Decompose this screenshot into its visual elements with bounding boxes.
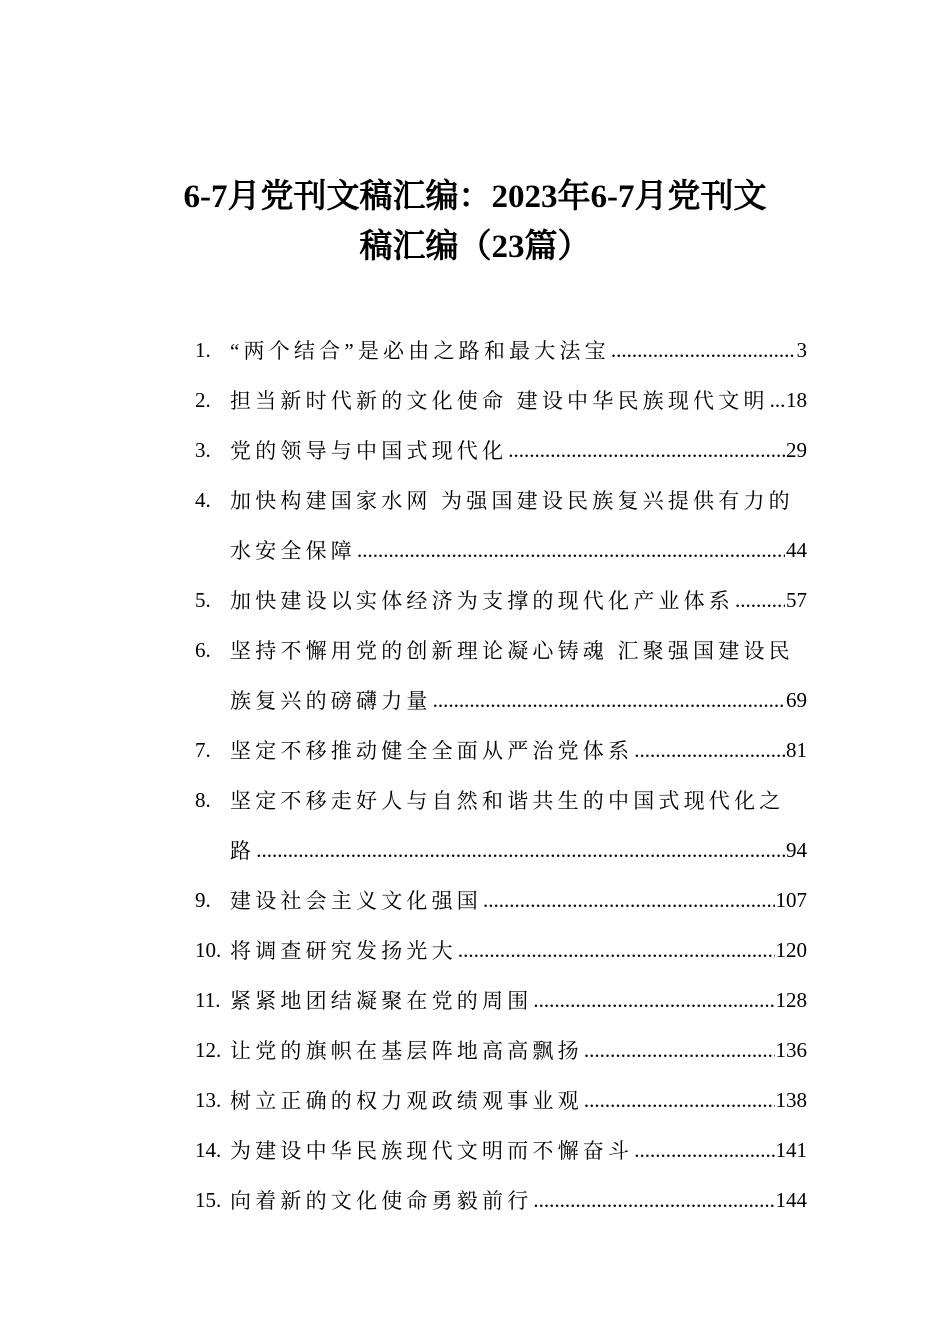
toc-entry[interactable] xyxy=(195,625,807,675)
toc-entry-title: 坚定不移走好人与自然和谐共生的中国式现代化之 xyxy=(230,789,785,813)
toc-entry-number: 3. xyxy=(195,437,211,462)
toc-entry[interactable] xyxy=(195,775,807,825)
toc-dot-leader xyxy=(458,938,775,963)
toc-entry-title: 为建设中华民族现代文明而不懈奋斗 xyxy=(230,1139,634,1163)
toc-entry-title: 坚定不移推动健全全面从严治党体系 xyxy=(230,739,634,763)
toc-entry-page: 18 xyxy=(786,387,807,412)
toc-entry[interactable] xyxy=(195,725,807,775)
toc-entry-page: 3 xyxy=(796,337,807,362)
toc-entry[interactable] xyxy=(195,1175,807,1225)
toc-entry-number: 5. xyxy=(195,587,211,612)
toc-entry-title: 担当新时代新的文化使命 建设中华民族现代文明 xyxy=(230,389,769,413)
toc-entry-number: 15. xyxy=(195,1187,222,1212)
toc-entry-page: 81 xyxy=(786,737,807,762)
toc-entry-page: 57 xyxy=(786,587,807,612)
toc-dot-leader xyxy=(357,538,785,563)
title-line-1: 6-7月党刊文稿汇编：2023年6-7月党刊文 xyxy=(183,179,767,215)
toc-entry-number: 8. xyxy=(195,787,211,812)
toc-dot-leader xyxy=(433,688,785,713)
toc-dot-leader xyxy=(584,1088,775,1113)
toc-entry-title: 树立正确的权力观政绩观事业观 xyxy=(230,1089,583,1113)
toc-entry-page: 128 xyxy=(775,987,807,1012)
toc-entry[interactable] xyxy=(195,325,807,375)
toc-entry[interactable] xyxy=(195,825,807,875)
toc-entry-page: 69 xyxy=(786,687,807,712)
toc-entry-title: 路 xyxy=(230,839,256,863)
toc-entry[interactable] xyxy=(195,1075,807,1125)
document-title xyxy=(100,172,850,272)
toc-entry-number: 4. xyxy=(195,487,211,512)
toc-entry-number: 7. xyxy=(195,737,211,762)
toc-entry[interactable] xyxy=(195,475,807,525)
toc-dot-leader xyxy=(634,738,785,763)
toc-entry-page: 44 xyxy=(786,537,807,562)
toc-entry-number: 1. xyxy=(195,337,211,362)
toc-dot-leader xyxy=(533,1188,774,1213)
toc-dot-leader xyxy=(483,888,775,913)
toc-entry-page: 144 xyxy=(775,1187,807,1212)
toc-entry-page: 107 xyxy=(775,887,807,912)
toc-entry[interactable] xyxy=(195,675,807,725)
toc-entry[interactable] xyxy=(195,875,807,925)
toc-dot-leader xyxy=(533,988,774,1013)
toc-entry[interactable] xyxy=(195,975,807,1025)
toc-dot-leader xyxy=(634,1138,774,1163)
toc-dot-leader xyxy=(584,1038,775,1063)
toc-entry[interactable] xyxy=(195,575,807,625)
toc-entry-page: 141 xyxy=(775,1137,807,1162)
toc-entry-title: 建设社会主义文化强国 xyxy=(230,889,482,913)
toc-entry[interactable] xyxy=(195,375,807,425)
toc-dot-leader xyxy=(256,838,785,863)
toc-dot-leader xyxy=(770,388,785,413)
toc-entry-number: 14. xyxy=(195,1137,222,1162)
toc-dot-leader xyxy=(508,438,785,463)
toc-entry-number: 13. xyxy=(195,1087,222,1112)
toc-entry-title: 党的领导与中国式现代化 xyxy=(230,439,508,463)
toc-entry-title: 坚持不懈用党的创新理论凝心铸魂 汇聚强国建设民 xyxy=(230,639,794,663)
toc-entry[interactable] xyxy=(195,1125,807,1175)
toc-entry-page: 29 xyxy=(786,437,807,462)
toc-entry-page: 94 xyxy=(786,837,807,862)
toc-entry[interactable] xyxy=(195,925,807,975)
toc-dot-leader xyxy=(611,338,796,363)
title-line-2: 稿汇编（23篇） xyxy=(359,229,591,265)
toc-entry-number: 10. xyxy=(195,937,222,962)
toc-entry-title: 将调查研究发扬光大 xyxy=(230,939,457,963)
toc-entry-title: 水安全保障 xyxy=(230,539,356,563)
toc-entry-title: 让党的旗帜在基层阵地高高飘扬 xyxy=(230,1039,583,1063)
toc-entry-number: 9. xyxy=(195,887,211,912)
toc-entry[interactable] xyxy=(195,525,807,575)
toc-entry-title: 加快建设以实体经济为支撑的现代化产业体系 xyxy=(230,589,734,613)
toc-entry-title: 加快构建国家水网 为强国建设民族复兴提供有力的 xyxy=(230,489,794,513)
toc-entry-title: 族复兴的磅礴力量 xyxy=(230,689,432,713)
toc-entry-number: 11. xyxy=(195,987,221,1012)
toc-entry-page: 120 xyxy=(775,937,807,962)
toc-entry-number: 12. xyxy=(195,1037,222,1062)
toc-entry-page: 138 xyxy=(775,1087,807,1112)
toc-entry-number: 6. xyxy=(195,637,211,662)
toc-dot-leader xyxy=(735,588,785,613)
toc-entry-page: 136 xyxy=(775,1037,807,1062)
table-of-contents xyxy=(195,325,807,1225)
toc-entry[interactable] xyxy=(195,425,807,475)
toc-entry[interactable] xyxy=(195,1025,807,1075)
toc-entry-number: 2. xyxy=(195,387,211,412)
toc-entry-title: 紧紧地团结凝聚在党的周围 xyxy=(230,989,533,1013)
toc-entry-title: 向着新的文化使命勇毅前行 xyxy=(230,1189,533,1213)
toc-entry-title: “两个结合”是必由之路和最大法宝 xyxy=(230,339,610,363)
